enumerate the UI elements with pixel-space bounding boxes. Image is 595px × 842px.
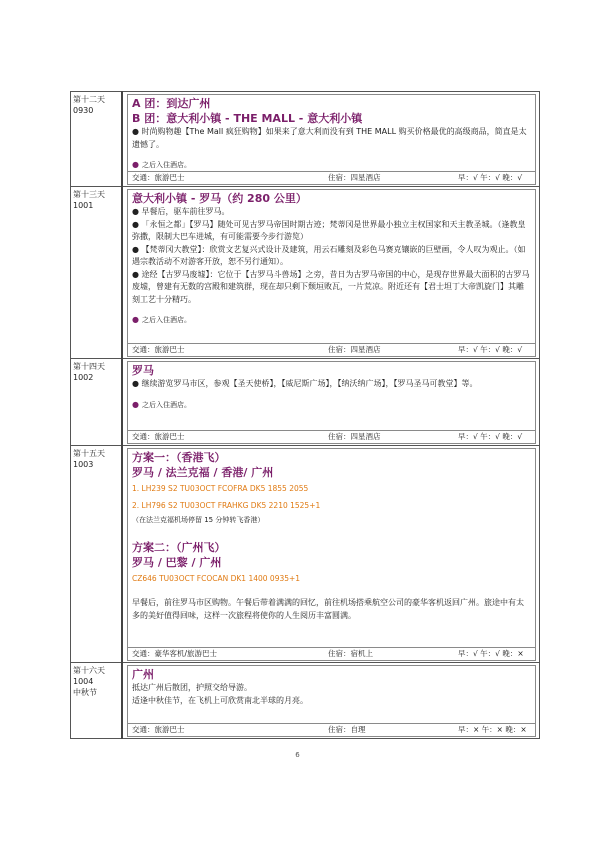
day-label: 第十五天 — [73, 449, 105, 458]
day-row — [71, 359, 540, 446]
closing-text: 之后入住酒店。 — [141, 161, 191, 169]
day-heading: 罗马 — [132, 364, 154, 377]
day-label: 第十二天 — [73, 95, 105, 104]
day-paragraph: ● 「永恒之都」【罗马】随处可见古罗马帝国时期古迹；梵蒂冈是世界最小独立主权国家和天主教圣城。（逢教皇弥撒，限制大巴车进城，有可能需要今步行游览） — [132, 219, 526, 241]
hotel-info: 住宿：四星酒店 — [328, 345, 381, 354]
day-heading: 意大利小镇 - 罗马（约 280 公里） — [132, 192, 307, 205]
day-paragraph: ● 时尚购物趣【The Mall 疯狂购物】如果来了意大利而没有到 THE MALL 购买价格最优的高级商品，简直是太遗憾了。 — [132, 127, 527, 149]
bullet-icon: ● — [132, 315, 139, 324]
content-box — [127, 94, 536, 185]
transport-info: 交通：旅游巴士 — [132, 173, 185, 182]
day-date: 1004 — [73, 677, 94, 686]
day-paragraph: 适逢中秋佳节，在飞机上可欣赏南北半球的月亮。 — [132, 695, 308, 705]
content-box — [127, 665, 536, 737]
meals-info: 早：√ 午：√ 晚：√ — [458, 432, 523, 441]
day-row — [71, 92, 540, 187]
day-paragraph: ● 【梵蒂冈大教堂】：欣赏文艺复兴式设计及建筑，用云石雕刻及彩色马赛克镶嵌的巨壁画，令人叹为观止。（如遇宗教活动不对游客开放，恕不另行通知）。 — [132, 244, 526, 266]
day-date: 1001 — [73, 201, 94, 210]
day-paragraph: ● 途经【古罗马废墟】：它位于【古罗马斗兽场】之旁，昔日为古罗马帝国的中心，是现存世界最大面积的古罗马废墟，曾建有无数的宫殿和建筑群，现在却只剩下颓垣败瓦，一片荒凉。附近还有【君士坦丁大帝凯旋门】其雕刻工艺十分精巧。 — [132, 269, 530, 304]
day-label: 第十四天 — [73, 362, 105, 371]
closing-text: 之后入住酒店。 — [141, 400, 191, 409]
day-label: 第十三天 — [73, 190, 105, 199]
hotel-info: 住宿：宿机上 — [328, 649, 373, 658]
day-heading: B 团：意大利小镇 - THE MALL - 意大利小镇 — [132, 112, 363, 125]
day-heading: A 团：到达广州 — [132, 97, 211, 110]
day-footer — [128, 430, 535, 443]
day-label: 第十六天 — [73, 666, 105, 675]
page-number: 6 — [295, 751, 300, 759]
day-cell — [71, 446, 123, 663]
day-cell — [71, 92, 123, 187]
day-paragraph: 早餐后，前往罗马市区购物。午餐后带着满满的回忆，前往机场搭乘航空公司的豪华客机返回广州。旅途中有太多的美好值得回味，这样一次旅程将使你的人生阅历丰富圆满。 — [132, 598, 524, 620]
plan2-route: 罗马 / 巴黎 / 广州 — [132, 556, 222, 569]
transport-info: 交通：旅游巴士 — [132, 725, 185, 734]
content-box — [127, 448, 536, 661]
day-row — [71, 663, 540, 739]
day-content — [122, 92, 540, 187]
meals-info: 早：√ 午：√ 晚：√ — [458, 345, 523, 354]
meals-info: 早：√ 午：√ 晚：√ — [458, 173, 523, 182]
day-row — [71, 446, 540, 663]
day-date: 1003 — [73, 460, 94, 469]
day-paragraph: ● 早餐后，驱车前往罗马。 — [132, 207, 230, 216]
day-date: 1002 — [73, 373, 94, 382]
day-row — [71, 187, 540, 359]
day-footer — [128, 171, 535, 184]
day-content — [122, 446, 540, 663]
itinerary-table — [70, 91, 540, 739]
flight-line: 2. LH796 S2 TU03OCT FRAHKG DK5 2210 1525+1 — [132, 501, 321, 510]
flight-line: CZ646 TU03OCT FCOCAN DK1 1400 0935+1 — [132, 574, 301, 583]
day-heading: 广州 — [132, 668, 154, 681]
flight-line: 1. LH239 S2 TU03OCT FCOFRA DK5 1855 2055 — [132, 484, 309, 493]
transport-info: 交通：旅游巴士 — [132, 345, 185, 354]
day-footer — [128, 343, 535, 356]
day-paragraph: ● 继续游览罗马市区，参观【圣天使桥】，【威尼斯广场】，【纳沃纳广场】，【罗马圣马可教堂】等。 — [132, 379, 478, 388]
day-content — [122, 187, 540, 359]
transport-info: 交通：旅游巴士 — [132, 432, 185, 441]
day-date: 0930 — [73, 106, 94, 115]
day-paragraph: 抵达广州后散团，护照交给导游。 — [132, 683, 252, 692]
content-box — [127, 189, 536, 357]
hotel-info: 住宿：自理 — [328, 725, 366, 734]
closing-text: 之后入住酒店。 — [141, 316, 191, 324]
meals-info: 早：√ 午：√ 晚：× — [458, 649, 524, 658]
plan1-route: 罗马 / 法兰克福 / 香港/ 广州 — [132, 466, 274, 479]
day-footer — [128, 723, 535, 736]
day-cell — [71, 359, 123, 446]
hotel-info: 住宿：四星酒店 — [328, 432, 381, 441]
day-content — [122, 359, 540, 446]
content-box — [127, 361, 536, 444]
hotel-info: 住宿：四星酒店 — [328, 173, 381, 182]
day-footer — [128, 647, 535, 660]
bullet-icon: ● — [132, 160, 139, 169]
transport-info: 交通：豪华客机/旅游巴士 — [132, 649, 218, 658]
day-cell — [71, 187, 123, 359]
holiday-label: 中秋节 — [73, 688, 97, 697]
day-cell — [71, 663, 123, 739]
bullet-icon: ● — [132, 399, 139, 409]
plan1-title: 方案一：（香港飞） — [132, 451, 226, 464]
plan2-title: 方案二：（广州飞） — [132, 541, 226, 554]
meals-info: 早：× 午：× 晚：× — [458, 725, 527, 734]
day-content — [122, 663, 540, 739]
transfer-note: （在法兰克福机场停留 15 分钟转飞香港） — [132, 516, 265, 524]
